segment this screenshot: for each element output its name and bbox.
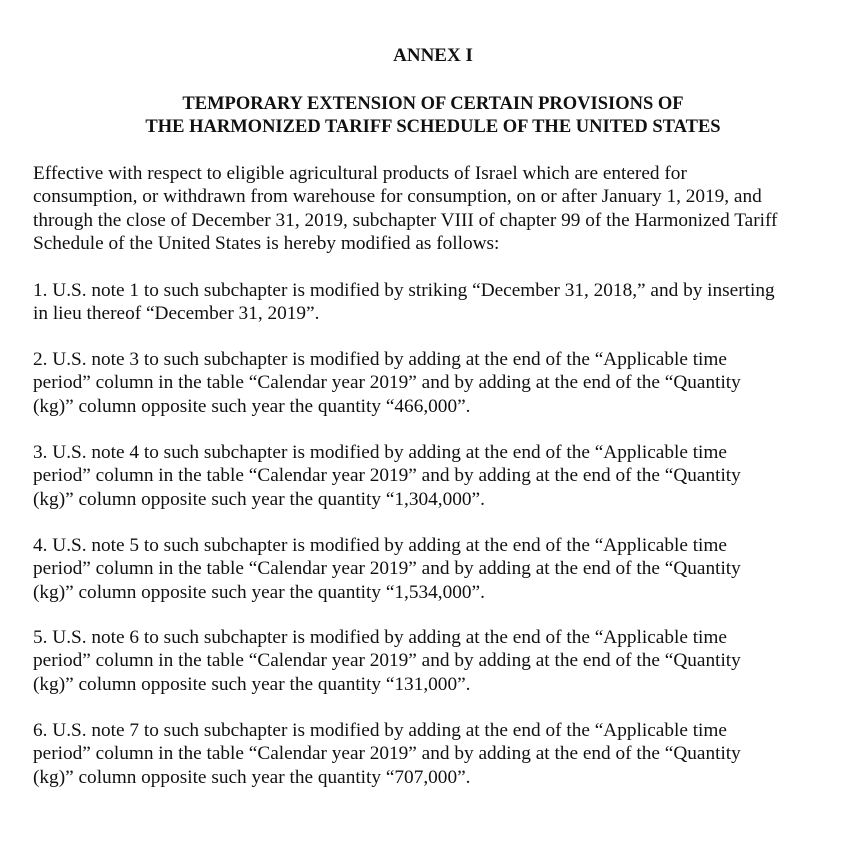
item-line: 3. U.S. note 4 to such subchapter is modified by adding at the end of the “Applicable time — [33, 442, 727, 463]
intro-line: consumption, or withdrawn from warehouse for consumption, on or after January 1, 2019, and — [33, 186, 762, 208]
item-line: 2. U.S. note 3 to such subchapter is modified by adding at the end of the “Applicable time — [33, 349, 727, 370]
item-line: 4. U.S. note 5 to such subchapter is modified by adding at the end of the “Applicable time — [33, 535, 727, 556]
item-line: period” column in the table “Calendar year 2019” and by adding at the end of the “Quantity — [33, 558, 741, 580]
item-line: in lieu thereof “December 31, 2019”. — [33, 303, 320, 325]
annex-title: ANNEX I — [393, 45, 473, 66]
item-line: period” column in the table “Calendar year 2019” and by adding at the end of the “Quantity — [33, 372, 741, 394]
heading-line: THE HARMONIZED TARIFF SCHEDULE OF THE UNITED STATES — [145, 117, 721, 137]
item-line: (kg)” column opposite such year the quantity “1,304,000”. — [33, 488, 485, 510]
list-item-2 — [33, 348, 833, 418]
intro-line: through the close of December 31, 2019, subchapter VIII of chapter 99 of the Harmonized Tariff — [33, 209, 778, 231]
item-line: (kg)” column opposite such year the quantity “131,000”. — [33, 673, 471, 695]
list-item-3 — [33, 441, 833, 511]
intro-paragraph — [33, 162, 833, 255]
item-line: (kg)” column opposite such year the quantity “1,534,000”. — [33, 581, 485, 603]
item-line: 5. U.S. note 6 to such subchapter is modified by adding at the end of the “Applicable time — [33, 627, 727, 648]
item-line: 1. U.S. note 1 to such subchapter is modified by striking “December 31, 2018,” and by inserting — [33, 280, 775, 301]
item-line: (kg)” column opposite such year the quantity “466,000”. — [33, 395, 471, 417]
list-item-1 — [33, 279, 833, 326]
document-heading — [0, 93, 860, 139]
list-item-6 — [33, 719, 833, 789]
intro-line: Effective with respect to eligible agricultural products of Israel which are entered for — [33, 163, 687, 184]
item-line: period” column in the table “Calendar year 2019” and by adding at the end of the “Quantity — [33, 743, 741, 765]
item-line: (kg)” column opposite such year the quantity “707,000”. — [33, 766, 471, 788]
intro-line: Schedule of the United States is hereby modified as follows: — [33, 232, 500, 254]
item-line: period” column in the table “Calendar year 2019” and by adding at the end of the “Quantity — [33, 465, 741, 487]
list-item-5 — [33, 626, 833, 696]
item-line: 6. U.S. note 7 to such subchapter is modified by adding at the end of the “Applicable time — [33, 720, 727, 741]
list-item-4 — [33, 534, 833, 604]
item-line: period” column in the table “Calendar year 2019” and by adding at the end of the “Quantity — [33, 650, 741, 672]
heading-line: TEMPORARY EXTENSION OF CERTAIN PROVISIONS OF — [182, 94, 684, 114]
